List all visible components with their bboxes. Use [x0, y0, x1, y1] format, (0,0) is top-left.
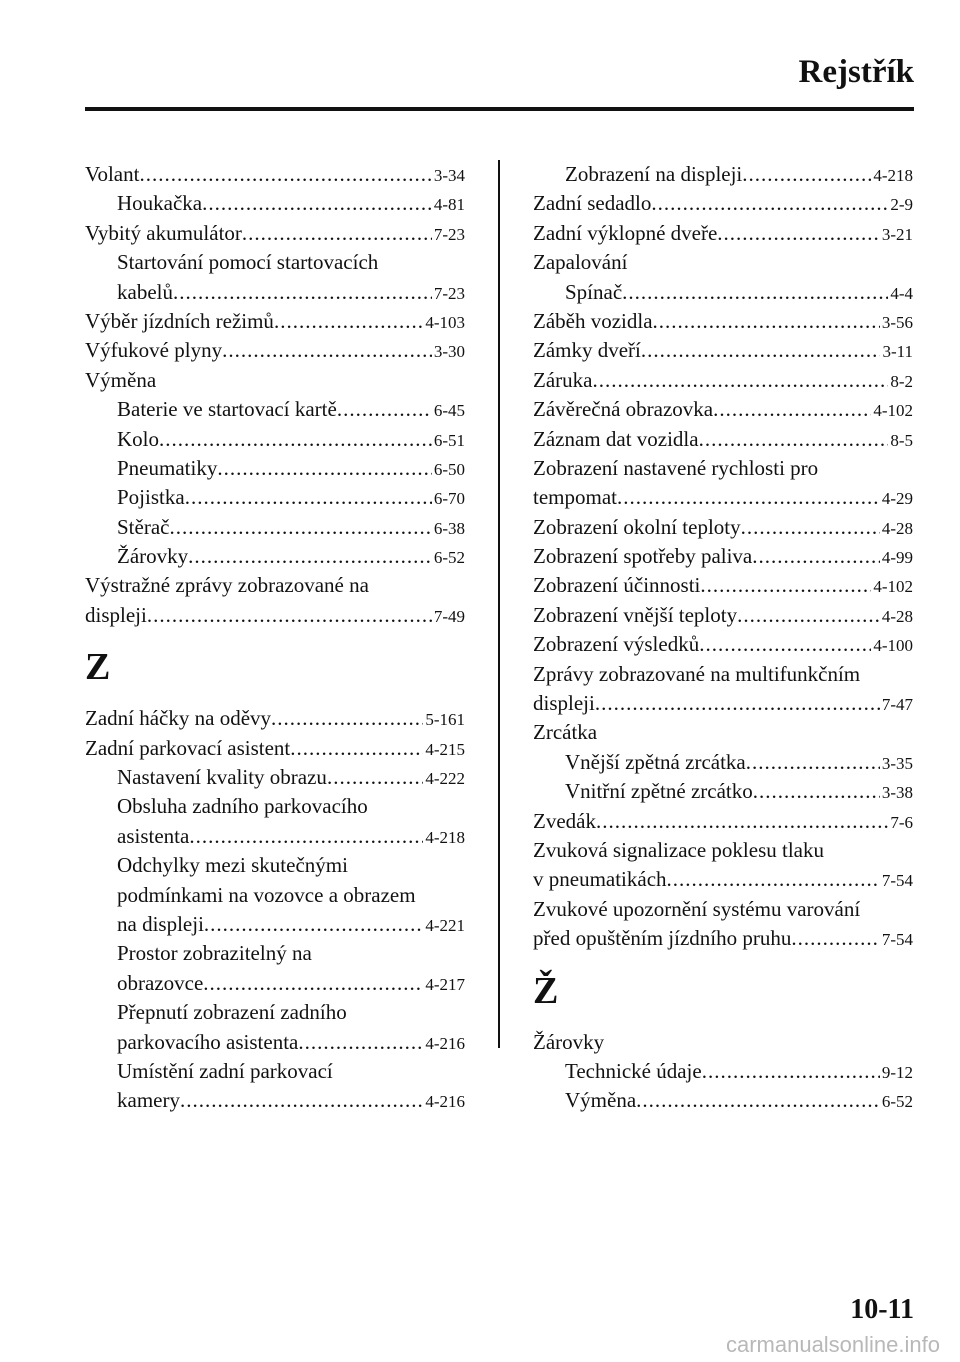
index-page-reference: 6-50	[433, 459, 465, 479]
index-entry	[85, 763, 465, 792]
index-entry-label: displeji	[533, 691, 595, 716]
index-entry-label: Zobrazení výsledků	[533, 632, 700, 657]
index-entry	[85, 160, 465, 189]
index-entry	[85, 425, 465, 454]
index-entry	[533, 1057, 913, 1086]
index-entry-text	[85, 571, 465, 600]
index-page-reference: 4-216	[425, 1092, 465, 1112]
index-entry-label: Výstražné zprávy zobrazované na	[85, 573, 369, 598]
index-entry	[533, 307, 913, 336]
dot-leader	[700, 571, 871, 600]
dot-leader	[204, 910, 423, 939]
index-entry-label: Zvukové upozornění systému varování	[533, 896, 861, 921]
dot-leader	[327, 763, 423, 792]
index-entry-label: Stěrač	[117, 514, 170, 539]
index-page-reference: 3-34	[433, 166, 465, 185]
index-entry-text	[85, 998, 465, 1027]
index-entry	[533, 395, 913, 424]
index-entry	[85, 483, 465, 512]
index-entry	[85, 910, 465, 939]
dot-leader	[746, 748, 880, 777]
index-entry-label: Vnitřní zpětné zrcátko	[565, 779, 753, 804]
index-entry-label: v pneumatikách	[533, 867, 667, 892]
dot-leader	[742, 160, 871, 189]
index-page-reference: 3-38	[881, 783, 913, 803]
index-entry	[533, 630, 913, 659]
index-entry	[533, 777, 913, 806]
index-letter-heading: Ž	[533, 969, 559, 1012]
index-entry	[85, 969, 465, 998]
index-entry-label: Umístění zadní parkovací	[117, 1058, 333, 1083]
dot-leader	[592, 366, 888, 395]
index-entry-label: Žárovky	[533, 1029, 605, 1054]
index-page-reference: 4-221	[425, 915, 465, 935]
dot-leader	[147, 601, 432, 630]
index-entry-label: tempomat	[533, 485, 617, 510]
index-entry-text	[85, 881, 465, 910]
index-entry	[533, 366, 913, 395]
dot-leader	[180, 1086, 423, 1115]
index-entry-text	[533, 660, 913, 689]
index-entry-label: Pojistka	[117, 485, 185, 510]
dot-leader	[596, 807, 888, 836]
index-entry-label: Zobrazení vnější teploty	[533, 602, 738, 627]
index-column-right	[533, 160, 913, 1116]
index-entry-label: Žárovky	[117, 544, 189, 569]
dot-leader	[189, 822, 423, 851]
index-page-reference: 4-218	[425, 827, 465, 847]
index-page-reference: 6-52	[433, 548, 465, 568]
index-entry-label: Obsluha zadního parkovacího	[117, 794, 368, 819]
index-page-reference: 3-30	[433, 342, 465, 362]
index-entry-label: Zadní sedadlo	[533, 191, 652, 216]
index-entry	[85, 601, 465, 630]
index-entry	[533, 601, 913, 630]
page-title: Rejstřík	[798, 54, 914, 90]
index-page-reference: 4-103	[425, 312, 465, 332]
index-page-reference: 6-51	[433, 430, 465, 450]
index-entry-text	[85, 366, 465, 395]
index-column-left	[85, 160, 465, 1116]
index-entry	[533, 219, 913, 248]
index-entry-label: displeji	[85, 602, 147, 627]
dot-leader	[651, 189, 888, 218]
index-entry	[85, 704, 465, 733]
dot-leader	[242, 219, 432, 248]
index-entry	[85, 822, 465, 851]
index-entry-label: Výměna	[565, 1088, 637, 1113]
index-entry-label: Výfukové plyny	[85, 338, 223, 363]
index-entry-label: Záběh vozidla	[533, 308, 653, 333]
index-page-reference: 4-29	[881, 489, 913, 509]
index-page-reference: 4-216	[425, 1033, 465, 1053]
index-entry	[533, 748, 913, 777]
dot-leader	[741, 513, 880, 542]
index-entry-label: Zobrazení účinnosti	[533, 573, 701, 598]
index-entry-label: Zobrazení nastavené rychlosti pro	[533, 455, 819, 480]
index-entry-label: Zvuková signalizace poklesu tlaku	[533, 837, 824, 862]
index-entry-label: Technické údaje	[565, 1058, 702, 1083]
index-entry-text	[85, 792, 465, 821]
index-page-reference: 3-35	[881, 753, 913, 773]
column-divider	[498, 160, 500, 1048]
index-page-reference: 4-217	[425, 974, 465, 994]
index-entry	[533, 924, 913, 953]
index-page-reference: 6-70	[433, 489, 465, 509]
index-entry-label: Zapalování	[533, 250, 628, 275]
dot-leader	[699, 630, 871, 659]
index-page-reference: 6-45	[433, 401, 465, 421]
index-entry-label: Houkačka	[117, 191, 203, 216]
index-entry	[85, 513, 465, 542]
index-page-reference: 7-49	[433, 606, 465, 626]
index-entry-label: Záruka	[533, 367, 593, 392]
index-page-reference: 6-52	[881, 1092, 913, 1112]
index-entry	[533, 689, 913, 718]
dot-leader	[791, 924, 879, 953]
index-entry	[533, 807, 913, 836]
index-entry-label: Startování pomocí startovacích	[117, 250, 379, 275]
index-entry-label: Zrcátka	[533, 720, 598, 745]
index-entry-label: Závěrečná obrazovka	[533, 397, 714, 422]
index-page-reference: 3-21	[881, 224, 913, 244]
index-page-reference: 4-102	[873, 577, 913, 597]
index-page-reference: 4-218	[873, 166, 913, 185]
index-entry-label: Pneumatiky	[117, 455, 218, 480]
index-entry-text	[533, 454, 913, 483]
index-page-reference: 5-161	[425, 710, 465, 730]
index-entry	[85, 734, 465, 763]
dot-leader	[717, 219, 880, 248]
dot-leader	[667, 865, 880, 894]
dot-leader	[753, 777, 880, 806]
index-entry-label: Zobrazení na displeji	[565, 162, 743, 186]
dot-leader	[713, 395, 871, 424]
index-page-reference: 3-56	[881, 312, 913, 332]
index-page-reference: 3-11	[882, 342, 913, 362]
index-page-reference: 4-222	[425, 769, 465, 789]
index-entry	[85, 542, 465, 571]
index-page-reference: 4-81	[433, 195, 465, 215]
index-page-reference: 4-28	[881, 518, 913, 538]
index-entry	[85, 454, 465, 483]
dot-leader	[653, 307, 880, 336]
dot-leader	[203, 969, 423, 998]
index-page-reference: 4-28	[881, 606, 913, 626]
dot-leader	[622, 278, 888, 307]
dot-leader	[636, 1086, 880, 1115]
index-entry-label: Zvedák	[533, 808, 596, 833]
dot-leader	[274, 307, 423, 336]
dot-leader	[595, 689, 880, 718]
index-entry-label: Spínač	[565, 279, 623, 304]
index-entry-label: Zobrazení spotřeby paliva	[533, 544, 753, 569]
index-entry	[533, 278, 913, 307]
index-entry-label: podmínkami na vozovce a obrazem	[117, 882, 416, 907]
dot-leader	[699, 425, 889, 454]
dot-leader	[159, 425, 432, 454]
index-page-reference: 7-23	[433, 283, 465, 303]
index-entry	[85, 307, 465, 336]
dot-leader	[173, 278, 432, 307]
index-page-reference: 4-215	[425, 739, 465, 759]
index-entry-label: Záznam dat vozidla	[533, 426, 699, 451]
index-entry	[85, 189, 465, 218]
index-page-reference: 4-99	[881, 548, 913, 568]
index-entry	[533, 1086, 913, 1115]
dot-leader	[298, 1028, 423, 1057]
index-entry-text	[533, 1028, 913, 1057]
index-entry-label: Zámky dveří	[533, 338, 641, 363]
index-entry-label: Zadní háčky na oděvy	[85, 706, 272, 731]
dot-leader	[337, 395, 432, 424]
dot-leader	[737, 601, 880, 630]
index-entry-text	[85, 1057, 465, 1086]
index-entry	[533, 483, 913, 512]
dot-leader	[217, 454, 432, 483]
index-entry	[533, 865, 913, 894]
header-rule	[85, 107, 914, 111]
index-page-reference: 7-54	[881, 871, 913, 891]
index-entry	[533, 336, 913, 365]
index-page-reference: 8-5	[890, 430, 913, 450]
index-entry-label: kamery	[117, 1088, 180, 1113]
index-entry-label: Výběr jízdních režimů	[85, 308, 274, 333]
dot-leader	[752, 542, 880, 571]
index-entry-label: Kolo	[117, 426, 159, 451]
index-page-reference: 4-100	[873, 636, 913, 656]
index-page-reference: 7-23	[433, 224, 465, 244]
index-entry	[533, 189, 913, 218]
dot-leader	[702, 1057, 880, 1086]
index-entry	[85, 395, 465, 424]
index-entry-label: Zadní parkovací asistent	[85, 735, 291, 760]
index-entry-text	[533, 718, 913, 747]
index-entry-label: Volant	[85, 162, 140, 186]
index-entry-text	[533, 895, 913, 924]
index-entry-label: před opuštěním jízdního pruhu	[533, 926, 792, 951]
dot-leader	[139, 160, 431, 189]
index-entry-label: Vnější zpětná zrcátka	[565, 749, 746, 774]
index-entry-text	[85, 248, 465, 277]
index-letter-heading: Z	[85, 646, 111, 689]
index-entry-label: Baterie ve startovací kartě	[117, 397, 337, 422]
index-page-reference: 7-54	[881, 930, 913, 950]
page-number: 10-11	[850, 1294, 914, 1325]
index-entry	[533, 425, 913, 454]
dot-leader	[617, 483, 880, 512]
index-entry-label: Nastavení kvality obrazu	[117, 765, 327, 790]
dot-leader	[169, 513, 431, 542]
dot-leader	[290, 734, 423, 763]
index-entry-label: obrazovce	[117, 970, 204, 995]
index-entry-text	[533, 248, 913, 277]
index-entry-label: Výměna	[85, 367, 157, 392]
index-entry	[85, 1028, 465, 1057]
index-entry	[85, 1086, 465, 1115]
dot-leader	[185, 483, 432, 512]
index-entry-text	[85, 939, 465, 968]
index-entry	[533, 571, 913, 600]
index-page-reference: 8-2	[890, 371, 913, 391]
dot-leader	[188, 542, 432, 571]
index-entry	[533, 160, 913, 189]
index-entry-text	[533, 836, 913, 865]
index-entry	[533, 542, 913, 571]
index-entry	[85, 336, 465, 365]
index-page-reference: 6-38	[433, 518, 465, 538]
index-entry-text	[85, 851, 465, 880]
index-entry-label: kabelů	[117, 279, 173, 304]
index-entry-label: parkovacího asistenta	[117, 1029, 299, 1054]
index-entry	[85, 219, 465, 248]
dot-leader	[222, 336, 432, 365]
index-entry	[533, 513, 913, 542]
index-page-reference: 7-6	[890, 812, 913, 832]
index-entry-label: Vybitý akumulátor	[85, 220, 242, 245]
dot-leader	[202, 189, 432, 218]
index-entry-label: Zobrazení okolní teploty	[533, 514, 741, 539]
index-entry-label: na displeji	[117, 911, 204, 936]
watermark: carmanualsonline.info	[725, 1332, 940, 1357]
index-entry	[85, 278, 465, 307]
index-page-reference: 7-47	[881, 695, 913, 715]
index-page-reference: 2-9	[890, 195, 913, 215]
index-page-reference: 9-12	[881, 1062, 913, 1082]
index-page-reference: 4-4	[890, 283, 913, 303]
dot-leader	[641, 336, 881, 365]
index-entry-label: asistenta	[117, 823, 190, 848]
index-entry-label: Přepnutí zobrazení zadního	[117, 1000, 347, 1025]
index-page-reference: 4-102	[873, 401, 913, 421]
index-entry-label: Odchylky mezi skutečnými	[117, 853, 348, 878]
index-entry-label: Zadní výklopné dveře	[533, 220, 718, 245]
index-entry-label: Zprávy zobrazované na multifunkčním	[533, 661, 861, 686]
dot-leader	[271, 704, 423, 733]
index-entry-label: Prostor zobrazitelný na	[117, 941, 312, 966]
